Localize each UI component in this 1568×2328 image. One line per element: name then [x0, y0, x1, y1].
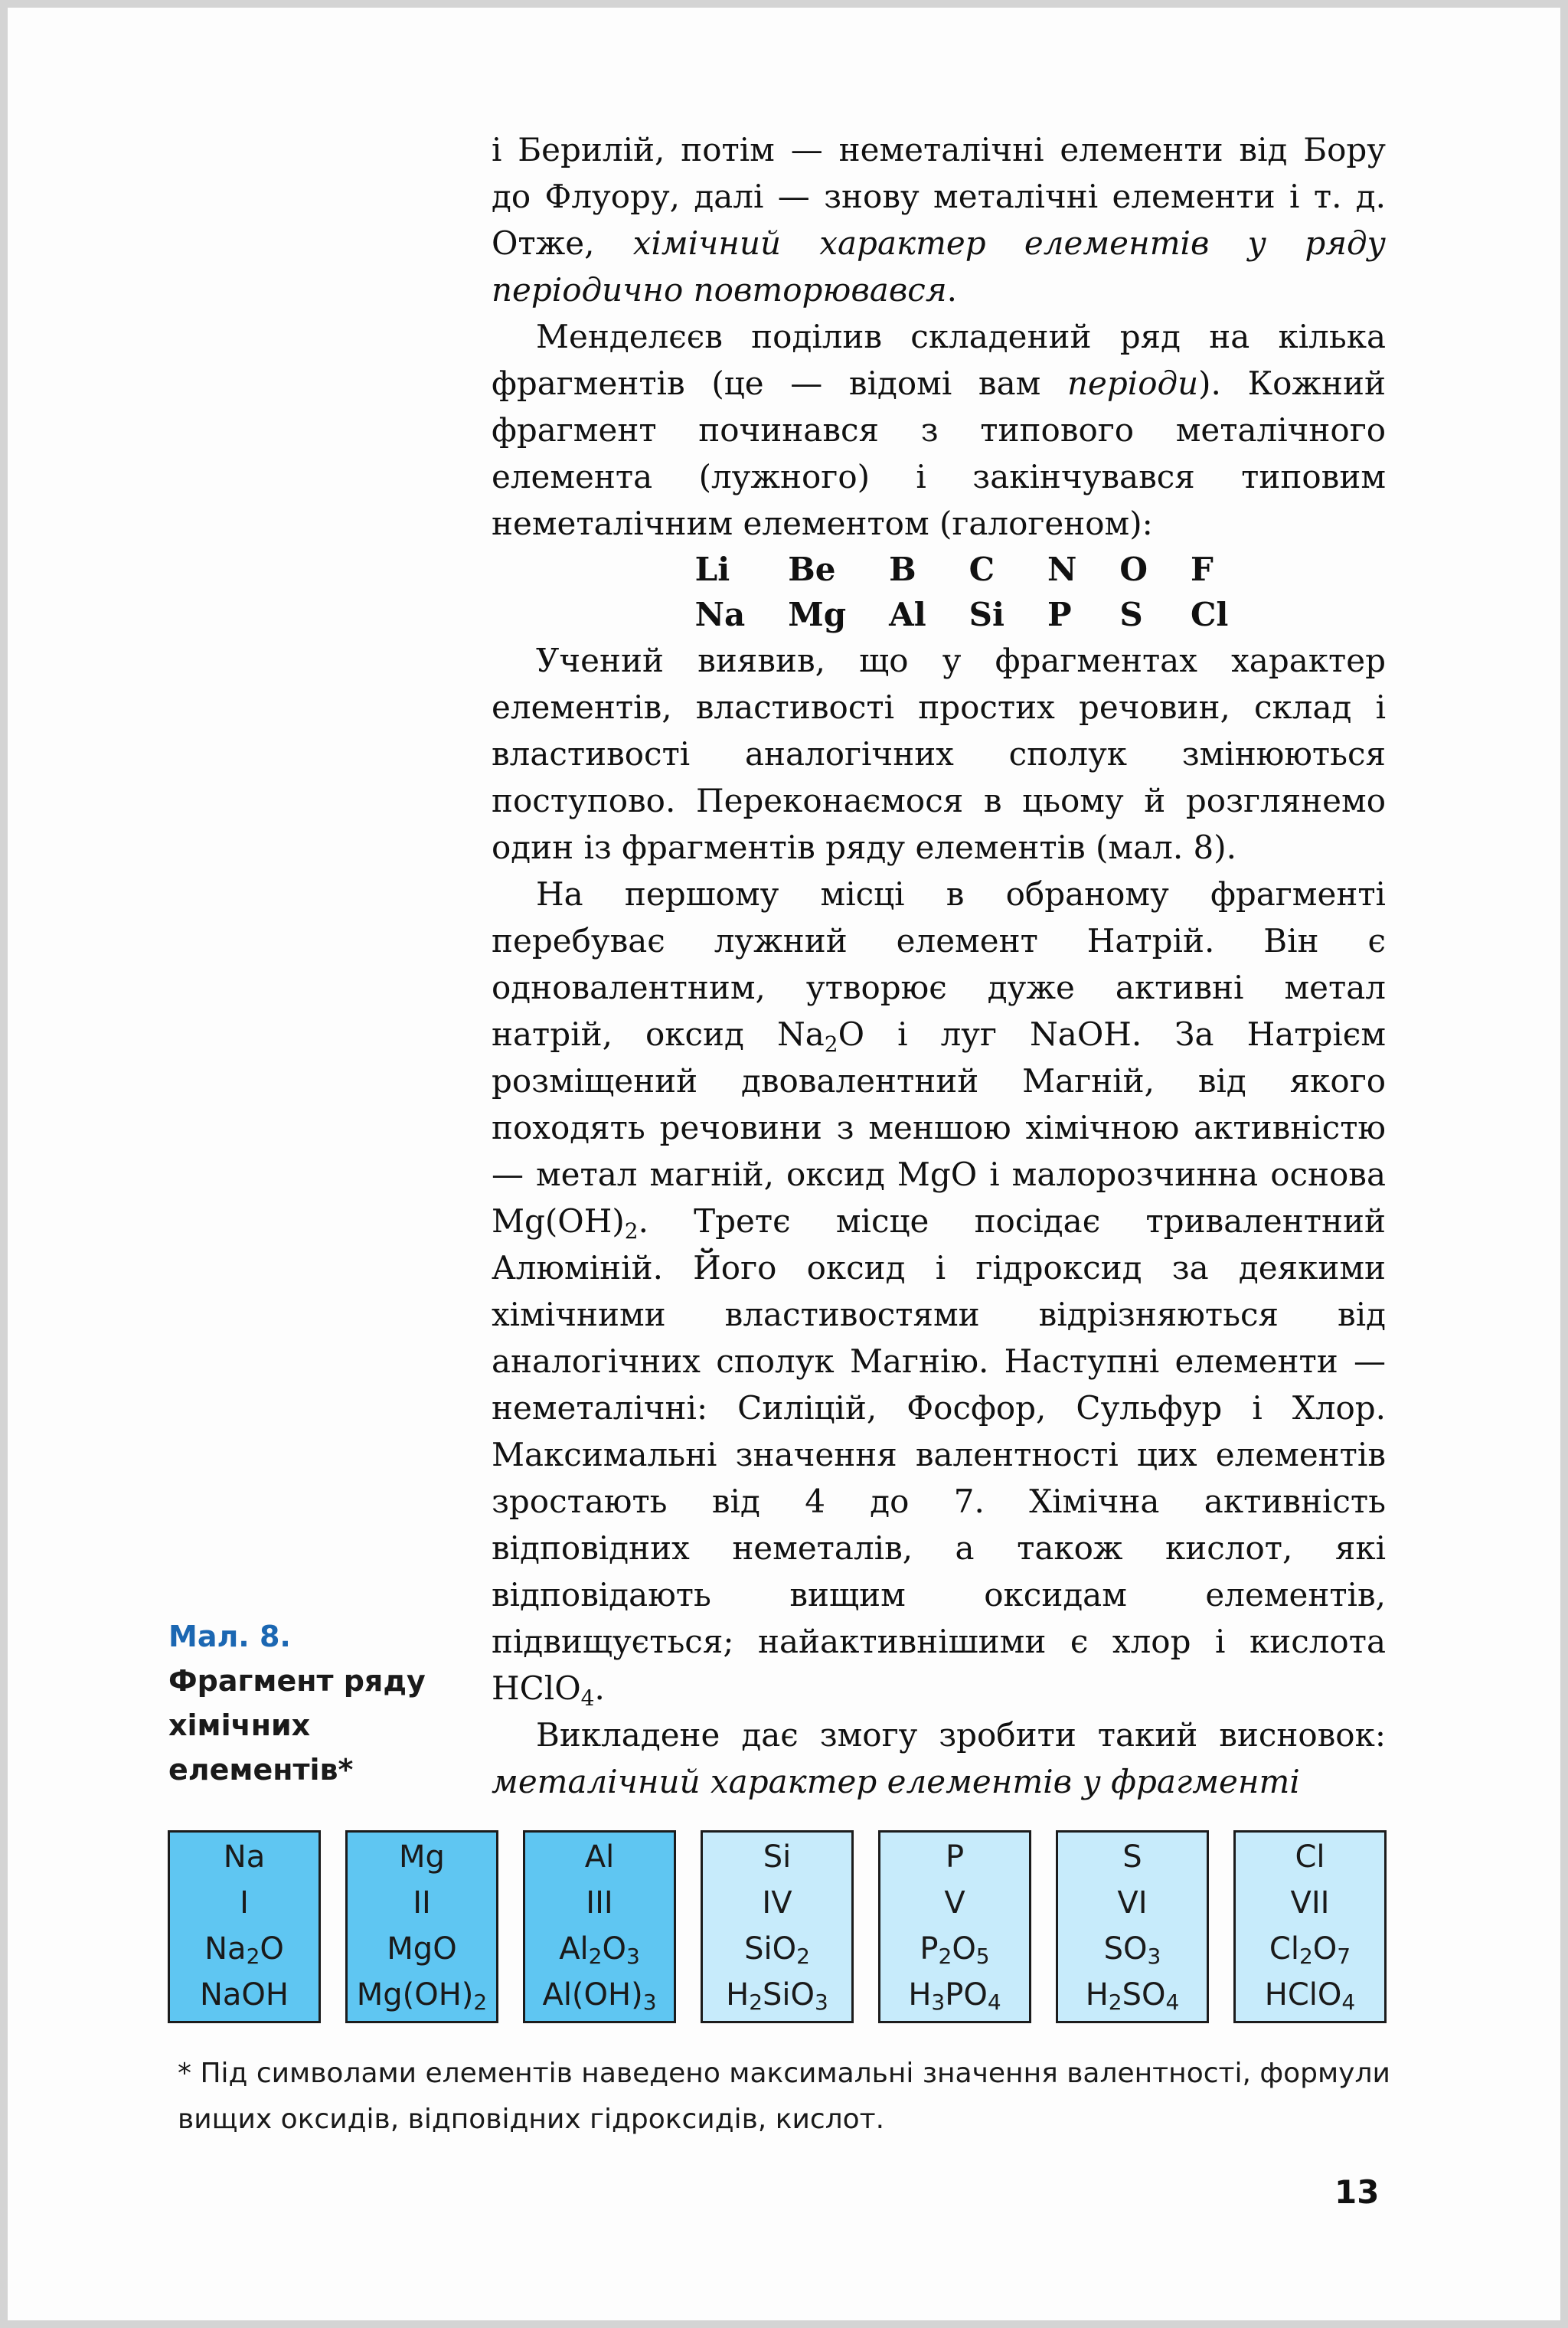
paragraph-2: [492, 313, 1386, 547]
element-cell: [523, 1830, 676, 2023]
page-number: 13: [1334, 2173, 1380, 2211]
formula-part: O: [952, 1931, 976, 1967]
cell-oxide: [880, 1926, 1029, 1972]
formula-part: NaOH: [200, 1977, 289, 2012]
subscript: 3: [815, 1990, 828, 2015]
formula-part: Na: [204, 1931, 247, 1967]
text-run: Учений виявив, що у фрагментах характер елементів, властивості простих речовин, склад і властивості аналогічних сполук змінюються поступово. Переконаємося в цьому й розглянемо один із фрагментів ряду елементів (мал. 8).: [492, 642, 1386, 866]
paragraph-5: [492, 1712, 1386, 1805]
cell-symbol: Cl: [1295, 1839, 1325, 1875]
cell-oxide: [1058, 1926, 1207, 1972]
cell-hydroxide: [348, 1972, 496, 2018]
formula-part: SiO: [763, 1977, 815, 2012]
element-cell: [345, 1830, 498, 2023]
cell-hydroxide: [1236, 1972, 1384, 2018]
paragraph-1: [492, 126, 1386, 313]
subscript: 4: [987, 1990, 1001, 2015]
subscript: 3: [931, 1990, 946, 2015]
formula-part: SO: [1103, 1931, 1148, 1967]
figure-caption: [168, 1614, 444, 1792]
cell-hydroxide: [170, 1972, 318, 2018]
element-symbol: C: [969, 551, 995, 588]
cell-valence: III: [586, 1885, 613, 1921]
formula-part: Mg(OH): [356, 1977, 474, 2012]
formula-part: O: [602, 1931, 626, 1967]
subscript: 4: [1341, 1990, 1356, 2015]
subscript: 2: [796, 1944, 810, 1969]
element-symbol: Mg: [788, 596, 847, 633]
subscript: 2: [938, 1944, 952, 1969]
cell-hydroxide: [1058, 1972, 1207, 2018]
subscript: 3: [626, 1944, 640, 1969]
formula-part: Al: [559, 1931, 589, 1967]
subscript: 4: [1165, 1990, 1180, 2015]
main-text: [492, 126, 1386, 1805]
cell-valence: VII: [1290, 1885, 1330, 1921]
text-run: O і луг NaOH. За Натрієм розміщений двовалентний Магній, від якого походять речовини з меншою хімічною активністю — метал магній, оксид MgO і малорозчинна основа Mg(OH): [492, 1015, 1386, 1240]
subscript: 5: [975, 1944, 990, 1969]
figure-caption-text: Фрагмент ряду хімічних елементів*: [168, 1664, 426, 1787]
subscript: 2: [246, 1944, 260, 1969]
figure-label: Мал. 8.: [168, 1620, 291, 1653]
cell-symbol: Mg: [399, 1839, 445, 1875]
text-run: .: [946, 271, 957, 309]
element-symbol: N: [1047, 551, 1077, 588]
subscript: 2: [749, 1990, 763, 2015]
cell-oxide: [525, 1926, 674, 1972]
cell-symbol: Al: [584, 1839, 615, 1875]
element-symbol: Be: [788, 551, 836, 588]
formula-part: O: [1312, 1931, 1338, 1967]
footnote: * Під символами елементів наведено максимальні значення валентності, формули вищих оксидів, відповідних гідроксидів, кислот.: [178, 2058, 1390, 2135]
formula-part: H: [726, 1977, 750, 2012]
element-symbol: Na: [694, 596, 746, 633]
element-cells-row: [168, 1830, 1387, 2026]
element-symbol: O: [1119, 551, 1148, 588]
element-symbol: F: [1190, 551, 1214, 588]
subscript: 4: [580, 1686, 595, 1711]
text-run: ). Кожний фрагмент починався з типового металічного елемента (лужного) і закінчувався типовим неметалічним елементом (галогеном):: [492, 365, 1386, 542]
element-cell: [878, 1830, 1031, 2023]
text-run: Менделєєв поділив складений ряд на кілька фрагментів (це — відомі вам: [492, 318, 1386, 402]
paragraph-3: [492, 637, 1386, 871]
formula-part: P: [920, 1931, 939, 1967]
cell-symbol: Na: [223, 1839, 266, 1875]
paragraph-4: [492, 871, 1386, 1712]
formula-part: PO: [945, 1977, 988, 2012]
text-run: і Берилій, потім — неметалічні елементи від Бору до Флуору, далі — знову металічні елементи і т. д. Отже,: [492, 131, 1386, 262]
element-symbol: S: [1119, 596, 1143, 633]
cell-valence: I: [240, 1885, 249, 1921]
formula-part: MgO: [387, 1931, 457, 1967]
formula-part: H: [908, 1977, 932, 2012]
subscript: 7: [1337, 1944, 1351, 1969]
cell-oxide: [703, 1926, 851, 1972]
cell-symbol: P: [945, 1839, 965, 1875]
element-cell: [701, 1830, 854, 2023]
element-symbol: Li: [694, 551, 730, 588]
formula-part: SO: [1122, 1977, 1166, 2012]
text-run: На першому місці в обраному фрагменті перебуває лужний елемент Натрій. Він є одновалентним, утворює дуже активні метал натрій, оксид Na: [492, 875, 1386, 1053]
textbook-page: [8, 8, 1560, 2320]
element-symbol: P: [1047, 596, 1072, 633]
element-row: [674, 547, 1250, 592]
cell-symbol: S: [1122, 1839, 1142, 1875]
emphasis-text: металічний характер елементів у фрагменті: [492, 1763, 1300, 1800]
element-cell: [168, 1830, 321, 2023]
cell-hydroxide: [880, 1972, 1029, 2018]
cell-oxide: [170, 1926, 318, 1972]
formula-part: HClO: [1264, 1977, 1342, 2012]
cell-valence: II: [413, 1885, 431, 1921]
formula-part: SiO: [744, 1931, 797, 1967]
element-row: [674, 592, 1250, 637]
subscript: 2: [824, 1032, 838, 1057]
formula-part: H: [1085, 1977, 1109, 2012]
formula-part: Cl: [1269, 1931, 1299, 1967]
emphasis-text: періоди: [1067, 365, 1199, 402]
element-symbol: Si: [969, 596, 1004, 633]
formula-part: Al(OH): [542, 1977, 643, 2012]
subscript: 3: [1147, 1944, 1161, 1969]
cell-hydroxide: [703, 1972, 851, 2018]
element-cell: [1233, 1830, 1387, 2023]
subscript: 2: [588, 1944, 603, 1969]
subscript: 3: [642, 1990, 657, 2015]
text-run: .: [594, 1669, 605, 1707]
subscript: 2: [624, 1218, 639, 1244]
element-symbol: B: [889, 551, 916, 588]
element-symbol: Cl: [1190, 596, 1229, 633]
subscript: 2: [1108, 1990, 1122, 2015]
cell-oxide: [348, 1926, 496, 1972]
cell-symbol: Si: [763, 1839, 792, 1875]
formula-part: O: [260, 1931, 284, 1967]
subscript: 2: [473, 1990, 488, 2015]
text-run: Викладене дає змогу зробити такий висновок:: [536, 1716, 1386, 1754]
cell-hydroxide: [525, 1972, 674, 2018]
cell-valence: V: [944, 1885, 965, 1921]
emphasis-text: хімічний характер елементів у ряду періодично повторювався: [492, 224, 1386, 309]
element-cell: [1056, 1830, 1209, 2023]
cell-valence: VI: [1117, 1885, 1148, 1921]
text-run: . Третє місце посідає тривалентний Алюміній. Його оксид і гідроксид за деякими хімічними властивостями відрізняються від аналогічних сполук Магнію. Наступні елементи — неметалічні: Силіцій, Фосфор, Сульфур і Хлор. Максимальні значення валентності цих елементів зростають від 4 до 7. Хімічна активність відповідних неметалів, а також кислот, які відповідають вищим оксидам елементів, підвищується; найактивнішими є хлор і кислота HClO: [492, 1202, 1386, 1707]
element-symbol: Al: [889, 596, 926, 633]
cell-oxide: [1236, 1926, 1384, 1972]
subscript: 2: [1298, 1944, 1313, 1969]
element-rows-table: [674, 547, 1250, 637]
cell-valence: IV: [762, 1885, 792, 1921]
